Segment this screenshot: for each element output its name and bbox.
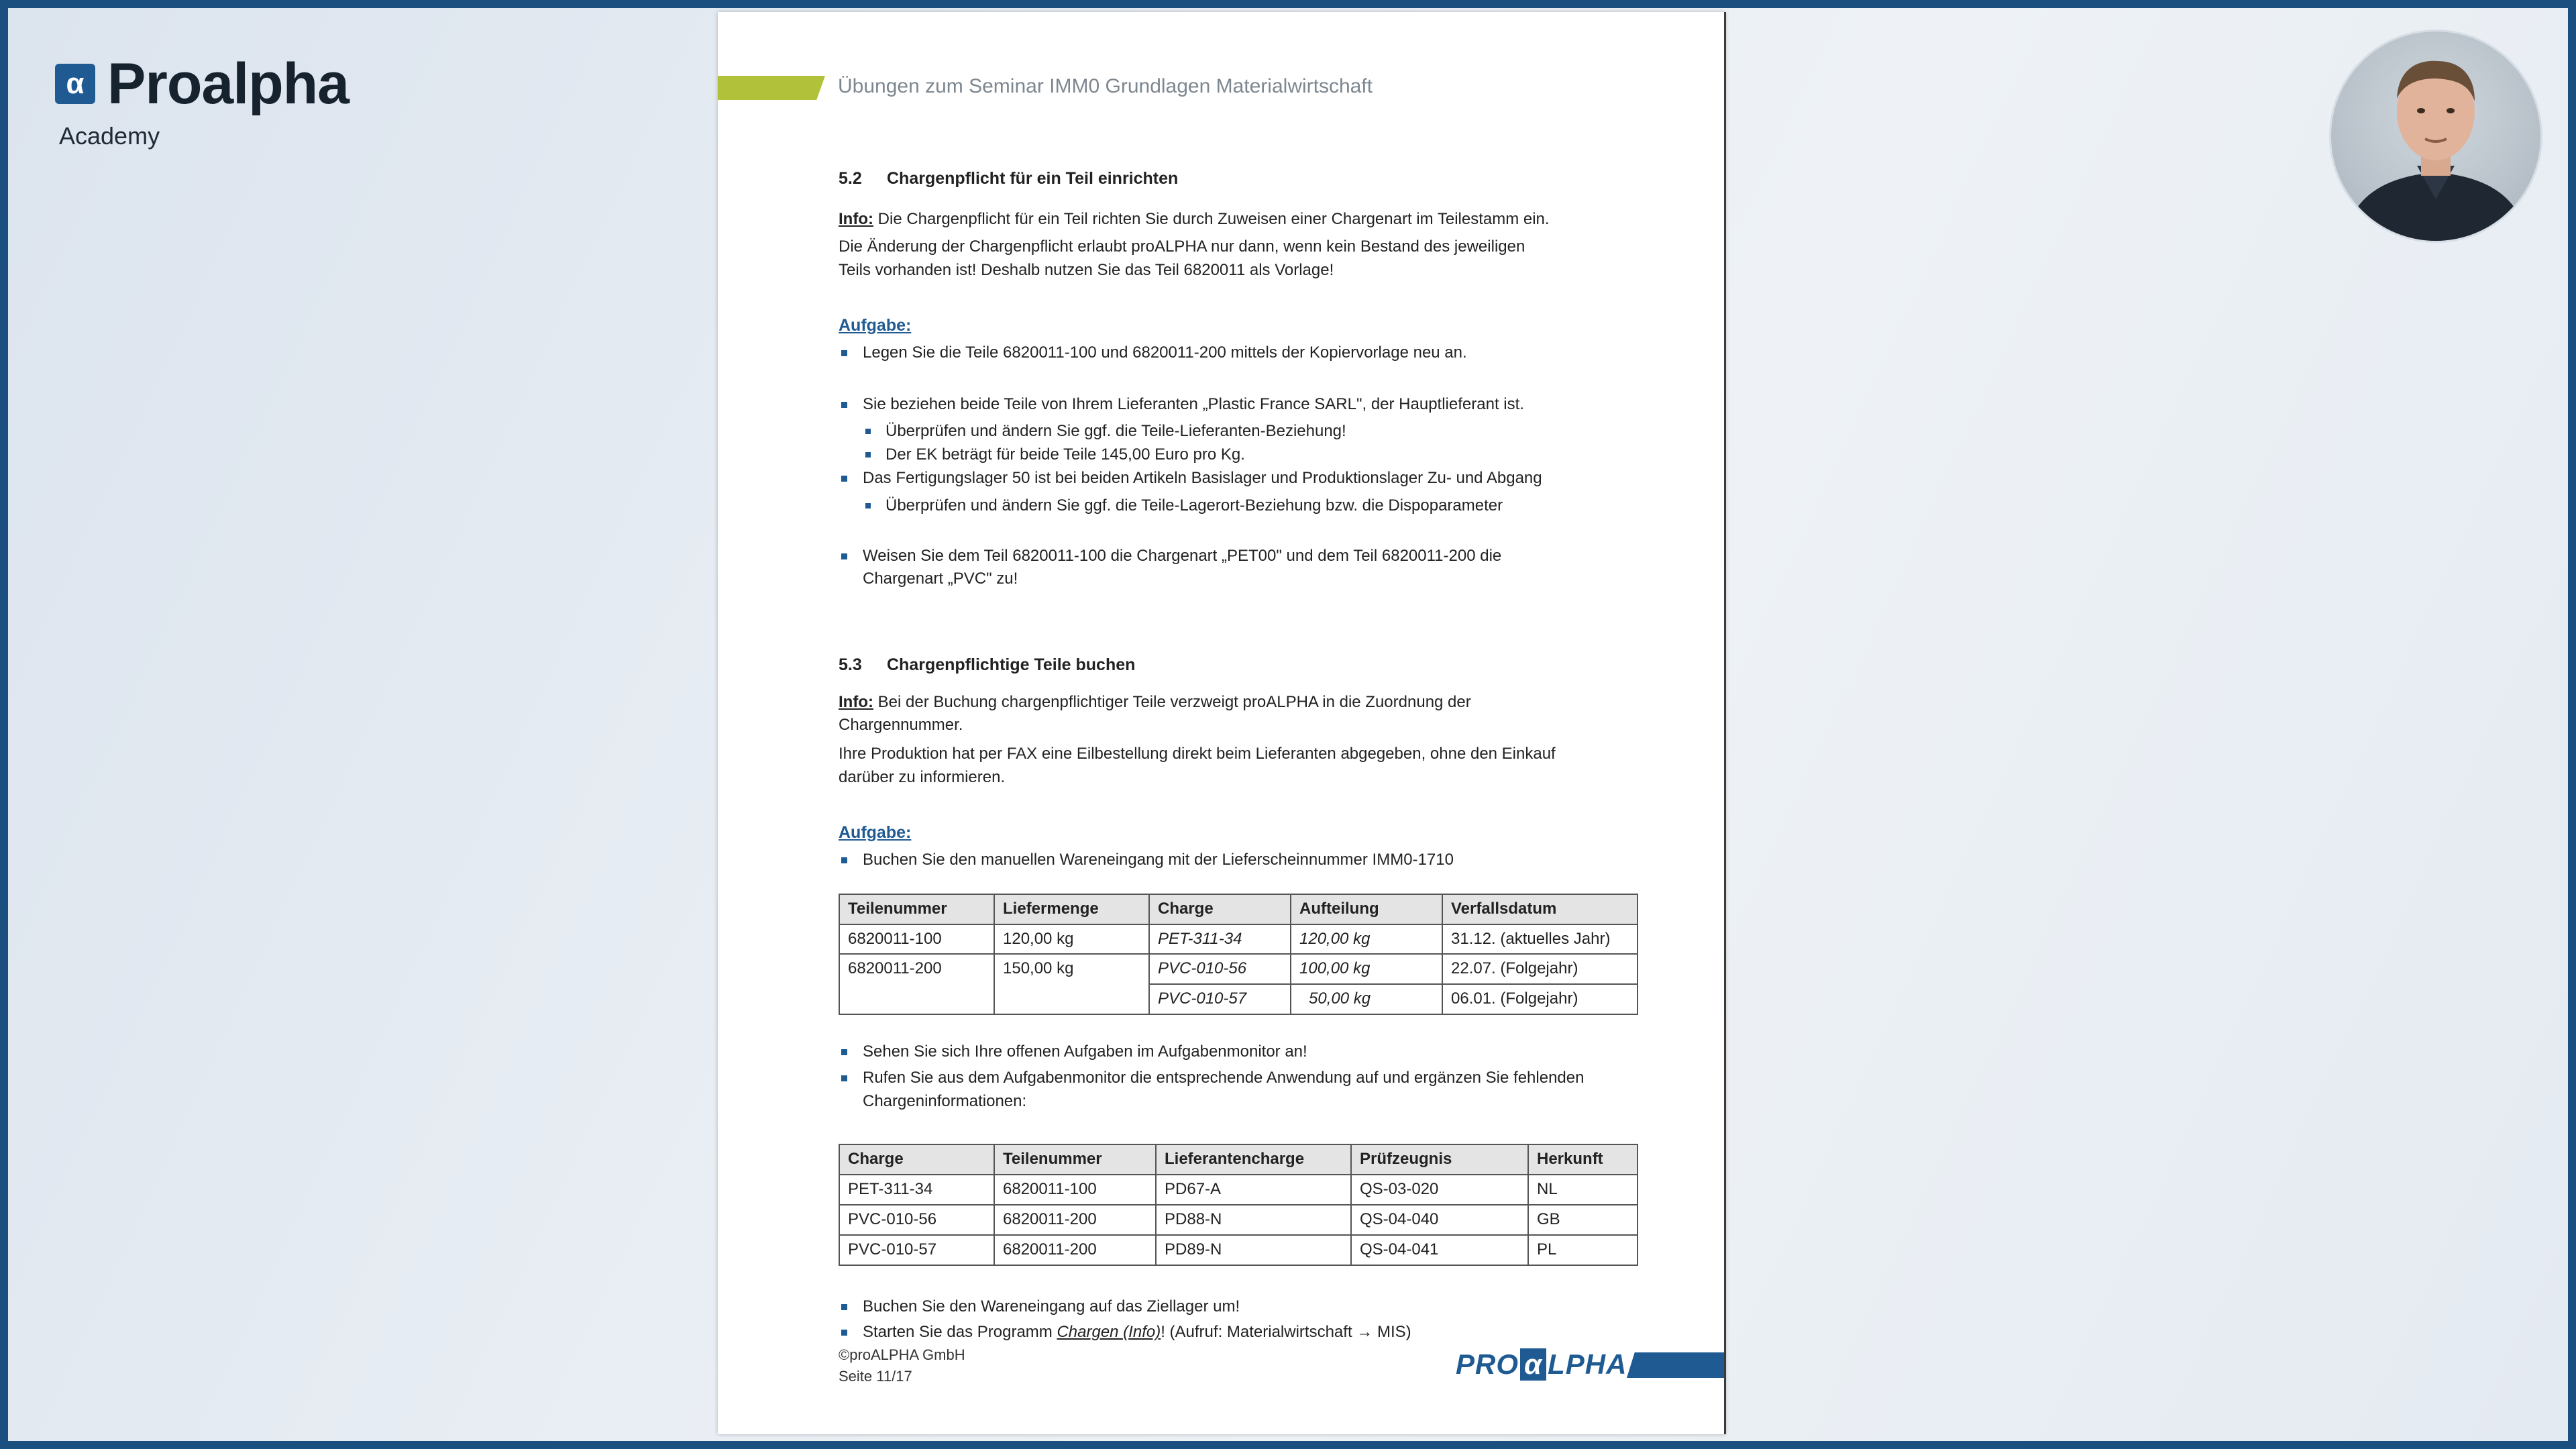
proalpha-logo-icon: α bbox=[55, 64, 95, 104]
table-row bbox=[839, 1205, 1638, 1235]
column-header: Aufteilung bbox=[1291, 894, 1442, 924]
list-item bbox=[839, 1321, 1644, 1344]
table-cell: GB bbox=[1528, 1205, 1638, 1235]
wareneingang-table bbox=[839, 894, 1638, 1015]
aufgabe-heading: Aufgabe: bbox=[839, 822, 912, 842]
column-header: Charge bbox=[1149, 894, 1291, 924]
table-cell: 150,00 kg bbox=[994, 954, 1149, 1014]
info-paragraph bbox=[839, 691, 1576, 738]
logo-alpha: α bbox=[1520, 1348, 1546, 1381]
section-5-2-heading bbox=[839, 166, 1644, 191]
section-number: 5.3 bbox=[839, 655, 862, 675]
list-item: Buchen Sie den Wareneingang auf das Ziellager um! bbox=[839, 1295, 1644, 1319]
presenter-webcam bbox=[2331, 32, 2540, 241]
list-item: Rufen Sie aus dem Aufgabenmonitor die entsprechende Anwendung auf und ergänzen Sie fehlenden Chargeninformationen: bbox=[839, 1067, 1587, 1114]
list-item: Das Fertigungslager 50 ist bei beiden Artikeln Basislager und Produktionslager Zu- und Abgang bbox=[839, 467, 1644, 490]
column-header: Charge bbox=[839, 1144, 994, 1175]
list-item: Legen Sie die Teile 6820011-100 und 6820011-200 mittels der Kopiervorlage neu an. bbox=[839, 341, 1644, 365]
copyright: ©proALPHA GmbH bbox=[839, 1346, 965, 1363]
table-cell: 22.07. (Folgejahr) bbox=[1442, 954, 1638, 984]
table-cell: PET-311-34 bbox=[839, 1175, 994, 1205]
table-cell: 6820011-200 bbox=[994, 1235, 1156, 1265]
info-text: Bei der Buchung chargenpflichtiger Teile verzweigt proALPHA in die Zuordnung der Chargennummer. bbox=[839, 692, 1471, 735]
table-cell: 6820011-200 bbox=[839, 954, 994, 1014]
table-cell: PVC-010-57 bbox=[839, 1235, 994, 1265]
table-cell: PVC-010-56 bbox=[839, 1205, 994, 1235]
table-header-row bbox=[839, 894, 1638, 924]
page-number: Seite 11/17 bbox=[839, 1367, 912, 1385]
aufgabe-heading: Aufgabe: bbox=[839, 315, 912, 335]
section-title: Chargenpflicht für ein Teil einrichten bbox=[887, 169, 1179, 188]
document-page bbox=[718, 12, 1725, 1434]
table-cell: 31.12. (aktuelles Jahr) bbox=[1442, 924, 1638, 955]
table-cell: 120,00 kg bbox=[1291, 924, 1442, 955]
table-cell: 6820011-200 bbox=[994, 1205, 1156, 1235]
list-item: Überprüfen und ändern Sie ggf. die Teile-Lieferanten-Beziehung! bbox=[839, 420, 1644, 443]
list-item-text: ! (Aufruf: Materialwirtschaft → MIS) bbox=[1161, 1323, 1411, 1342]
list-item: Der EK beträgt für beide Teile 145,00 Euro pro Kg. bbox=[839, 443, 1644, 467]
info-label: Info: bbox=[839, 210, 873, 229]
paragraph: Ihre Produktion hat per FAX eine Eilbestellung direkt beim Lieferanten abgegeben, ohne den Einkauf darüber zu informieren. bbox=[839, 745, 1556, 786]
chargeninfo-table bbox=[839, 1144, 1638, 1265]
table-cell: QS-04-041 bbox=[1351, 1235, 1528, 1265]
table-cell: QS-04-040 bbox=[1351, 1205, 1528, 1235]
presentation-frame bbox=[8, 8, 2568, 1441]
column-header: Teilenummer bbox=[994, 1144, 1156, 1175]
section-title: Chargenpflichtige Teile buchen bbox=[887, 655, 1136, 675]
table-cell: PET-311-34 bbox=[1149, 924, 1291, 955]
list-item: Buchen Sie den manuellen Wareneingang mit der Lieferscheinnummer IMM0-1710 bbox=[839, 849, 1644, 872]
brand-name: Proalpha bbox=[107, 52, 349, 116]
proalpha-footer-logo bbox=[1456, 1348, 1627, 1381]
page-edge-line bbox=[1724, 12, 1726, 1434]
table-cell: PD67-A bbox=[1156, 1175, 1351, 1205]
info-text: Die Chargenpflicht für ein Teil richten Sie durch Zuweisen einer Chargenart im Teilestamm ein. bbox=[873, 210, 1550, 229]
info-paragraph bbox=[839, 208, 1644, 231]
section-number: 5.2 bbox=[839, 169, 862, 188]
table-row bbox=[839, 1175, 1638, 1205]
column-header: Prüfzeugnis bbox=[1351, 1144, 1528, 1175]
table-cell: 100,00 kg bbox=[1291, 954, 1442, 984]
table-cell: QS-03-020 bbox=[1351, 1175, 1528, 1205]
paragraph: Die Änderung der Chargenpflicht erlaubt proALPHA nur dann, wenn kein Bestand des jeweiligen Teils vorhanden ist! Deshalb nutzen Sie das Teil 6820011 als Vorlage! bbox=[839, 237, 1525, 279]
brand-logo bbox=[55, 52, 349, 116]
column-header: Liefermenge bbox=[994, 894, 1149, 924]
list-item: Weisen Sie dem Teil 6820011-100 die Chargenart „PET00" und dem Teil 6820011-200 die Chargenart „PVC" zu! bbox=[839, 545, 1574, 592]
header-accent-bar bbox=[718, 76, 825, 100]
column-header: Lieferantencharge bbox=[1156, 1144, 1351, 1175]
list-item-text: Starten Sie das Programm bbox=[863, 1323, 1057, 1342]
table-cell: PVC-010-57 bbox=[1149, 984, 1291, 1014]
table-cell: 06.01. (Folgejahr) bbox=[1442, 984, 1638, 1014]
column-header: Teilenummer bbox=[839, 894, 994, 924]
presenter-avatar-icon bbox=[2331, 32, 2540, 241]
table-cell: PVC-010-56 bbox=[1149, 954, 1291, 984]
info-label: Info: bbox=[839, 692, 873, 711]
column-header: Herkunft bbox=[1528, 1144, 1638, 1175]
table-row bbox=[839, 1235, 1638, 1265]
table-cell: PD89-N bbox=[1156, 1235, 1351, 1265]
table-cell: 50,00 kg bbox=[1291, 984, 1442, 1014]
table-cell: PL bbox=[1528, 1235, 1638, 1265]
table-cell: NL bbox=[1528, 1175, 1638, 1205]
table-cell: 120,00 kg bbox=[994, 924, 1149, 955]
footer-accent-bar bbox=[1627, 1352, 1725, 1378]
brand-subtitle: Academy bbox=[59, 122, 160, 150]
section-5-3-heading bbox=[839, 653, 1644, 677]
logo-text: PRO bbox=[1456, 1348, 1519, 1380]
table-cell: 6820011-100 bbox=[839, 924, 994, 955]
table-cell: 6820011-100 bbox=[994, 1175, 1156, 1205]
document-footer bbox=[839, 1344, 965, 1387]
table-row bbox=[839, 954, 1638, 984]
table-row bbox=[839, 924, 1638, 955]
program-link[interactable]: Chargen (Info) bbox=[1057, 1323, 1161, 1342]
list-item: Sehen Sie sich Ihre offenen Aufgaben im Aufgabenmonitor an! bbox=[839, 1040, 1644, 1064]
list-item: Sie beziehen beide Teile von Ihrem Lieferanten „Plastic France SARL", der Hauptlieferant ist. bbox=[839, 393, 1644, 417]
list-item: Überprüfen und ändern Sie ggf. die Teile-Lagerort-Beziehung bzw. die Dispoparameter bbox=[839, 494, 1644, 518]
column-header: Verfallsdatum bbox=[1442, 894, 1638, 924]
document-body bbox=[839, 166, 1644, 1344]
brand bbox=[55, 52, 349, 150]
table-header-row bbox=[839, 1144, 1638, 1175]
table-cell: PD88-N bbox=[1156, 1205, 1351, 1235]
document-header-title: Übungen zum Seminar IMM0 Grundlagen Materialwirtschaft bbox=[838, 75, 1373, 97]
logo-text: LPHA bbox=[1548, 1348, 1627, 1380]
